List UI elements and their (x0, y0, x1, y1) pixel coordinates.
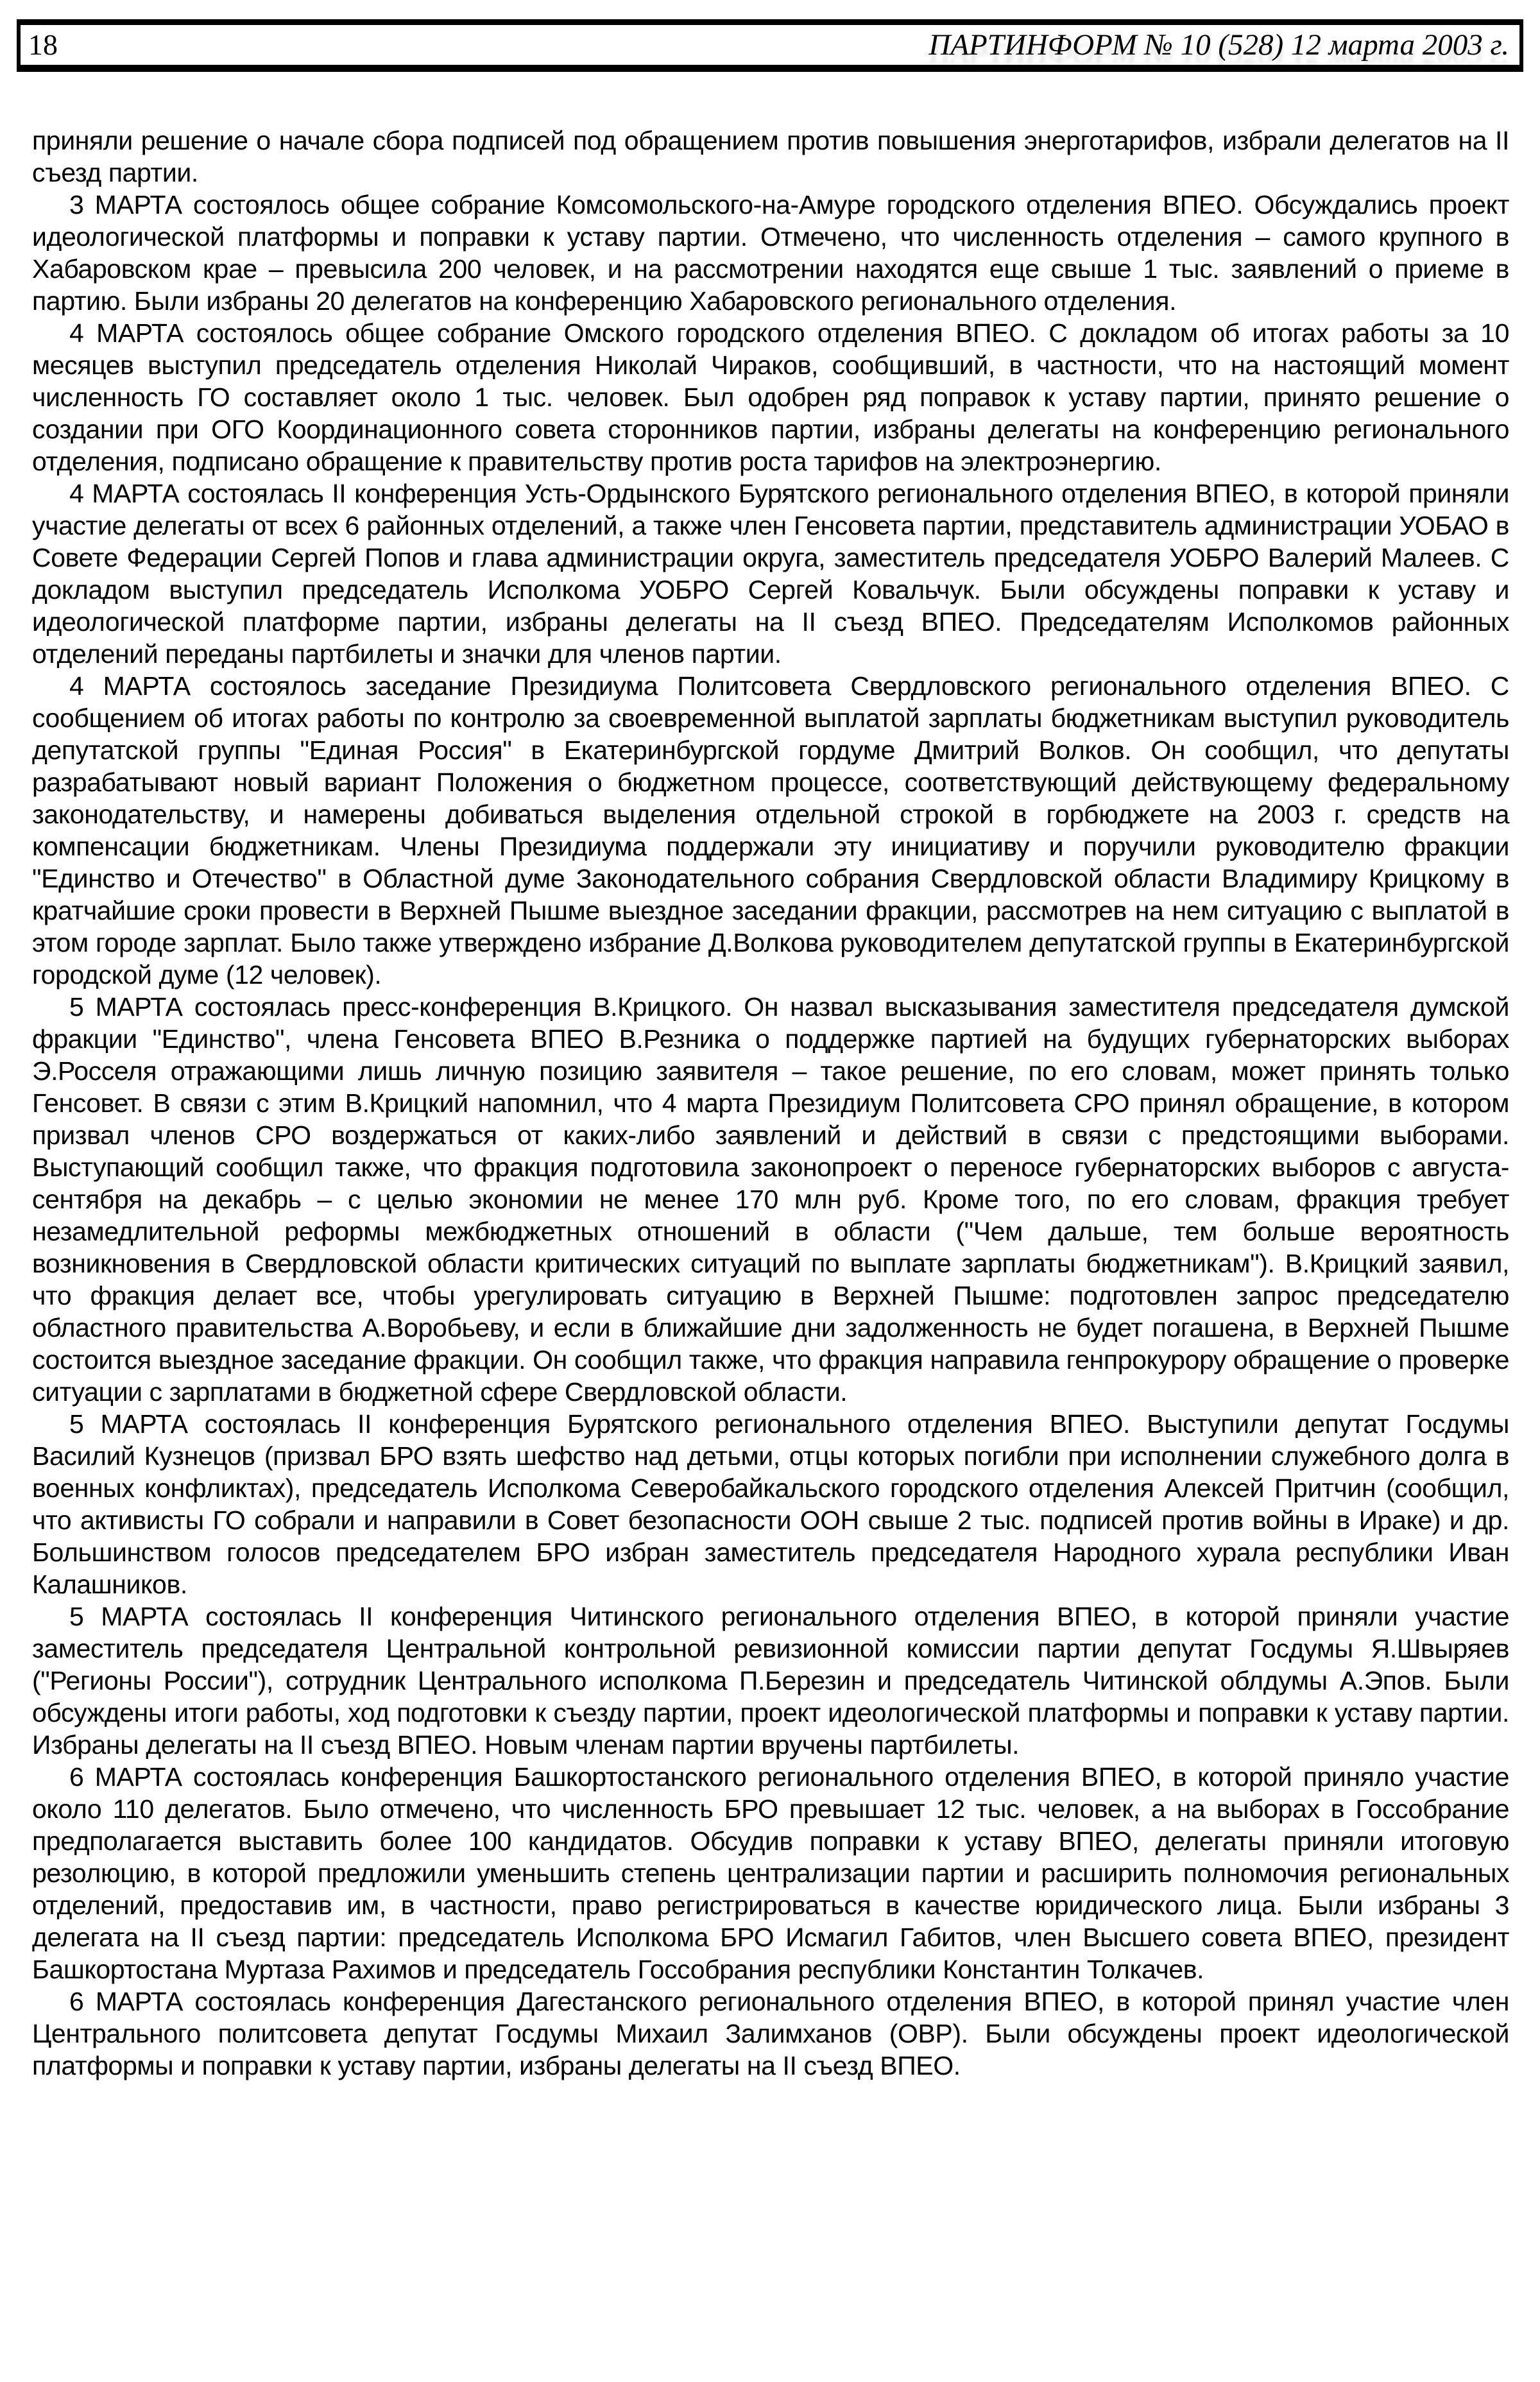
paragraph: 4 МАРТА состоялось общее собрание Омского городского отделения ВПЕО. С докладом об итогах работы за 10 месяцев выступил председатель отделения Николай Чираков, сообщивший, в частности, что на настоящий момент численность ГО составляет около 1 тыс. человек. Был одобрен ряд поправок к уставу партии, принято решение о создании при ОГО Координационного совета сторонников партии, избраны делегаты на конференцию регионального отделения, подписано обращение к правительству против роста тарифов на электроэнергию. (32, 318, 1509, 476)
paragraph: 4 МАРТА состоялось заседание Президиума Политсовета Свердловского регионального отделения ВПЕО. С сообщением об итогах работы по контролю за своевременной выплатой зарплаты бюджетникам выступил руководитель депутатской группы "Единая Россия" в Екатеринбургской гордуме Дмитрий Волков. Он сообщил, что депутаты разрабатывают новый вариант Положения о бюджетном процессе, соответствующий действующему федеральному законодательству, и намерены добиваться выделения отдельной строкой в горбюджете на 2003 г. средств на компенсации бюджетникам. Члены Президиума поддержали эту инициативу и поручили руководителю фракции "Единство и Отечество" в Областной думе Законодательного собрания Свердловской области Владимиру Крицкому в кратчайшие сроки провести в Верхней Пышме выездное заседании фракции, рассмотрев на нем ситуацию с выплатой в этом городе зарплат. Было также утверждено избрание Д.Волкова руководителем депутатской группы в Екатеринбургской городской думе (12 человек). (32, 671, 1509, 990)
paragraph: 3 МАРТА состоялось общее собрание Комсомольского-на-Амуре городского отделения ВПЕО. Обсуждались проект идеологической платформы и поправки к уставу партии. Отмечено, что численность отделения – самого крупного в Хабаровском крае – превысила 200 человек, и на рассмотрении находятся еще свыше 1 тыс. заявлений о приеме в партию. Были избраны 20 делегатов на конференцию Хабаровского регионального отделения. (32, 190, 1509, 316)
paragraph: приняли решение о начале сбора подписей под обращением против повышения энерготарифов, избрали делегатов на II съезд партии. (32, 126, 1509, 187)
newsletter-title: ПАРТИНФОРМ № 10 (528) 12 марта 2003 г. (928, 28, 1509, 62)
paragraph: 5 МАРТА состоялась пресс-конференция В.Крицкого. Он назвал высказывания заместителя председателя думской фракции "Единство", члена Генсовета ВПЕО В.Резника о поддержке партией на будущих губернаторских выборах Э.Росселя отражающими лишь личную позицию заявителя – такое решение, по его словам, может принять только Генсовет. В связи с этим В.Крицкий напомнил, что 4 марта Президиум Политсовета СРО принял обращение, в котором призвал членов СРО воздержаться от каких-либо заявлений и действий в связи с предстоящими выборами. Выступающий сообщил также, что фракция подготовила законопроект о переносе губернаторских выборов с августа-сентября на декабрь – с целью экономии не менее 170 млн руб. Кроме того, по его словам, фракция требует незамедлительной реформы межбюджетных отношений в области ("Чем дальше, тем больше вероятность возникновения в Свердловской области критических ситуаций по выплате зарплаты бюджетникам"). В.Крицкий заявил, что фракция делает все, чтобы урегулировать ситуацию в Верхней Пышме: подготовлен запрос председателю областного правительства А.Воробьеву, и если в ближайшие дни задолженность не будет погашена, в Верхней Пышме состоится выездное заседание фракции. Он сообщил также, что фракция направила генпрокурору обращение о проверке ситуации с зарплатами в бюджетной сфере Свердловской области. (32, 992, 1509, 1407)
paragraph: 6 МАРТА состоялась конференция Дагестанского регионального отделения ВПЕО, в которой принял участие член Центрального политсовета депутат Госдумы Михаил Залимханов (ОВР). Были обсуждены проект идеологической платформы и поправки к уставу партии, избраны делегаты на II съезд ВПЕО. (32, 1987, 1509, 2080)
page-header (17, 19, 1523, 72)
paragraph: 6 МАРТА состоялась конференция Башкортостанского регионального отделения ВПЕО, в которой приняло участие около 110 делегатов. Было отмечено, что численность БРО превышает 12 тыс. человек, а на выборах в Госсобрание предполагается выставить более 100 кандидатов. Обсудив поправки к уставу ВПЕО, делегаты приняли итоговую резолюцию, в которой предложили уменьшить степень централизации партии и расширить полномочия региональных отделений, предоставив им, в частности, право регистрироваться в качестве юридического лица. Были избраны 3 делегата на II съезд партии: председатель Исполкома БРО Исмагил Габитов, член Высшего совета ВПЕО, президент Башкортостана Муртаза Рахимов и председатель Госсобрания республики Константин Толкачев. (32, 1762, 1509, 1984)
article-body (32, 124, 1509, 2082)
paragraph: 4 МАРТА состоялась II конференция Усть-Ордынского Бурятского регионального отделения ВПЕО, в которой приняли участие делегаты от всех 6 районных отделений, а также член Генсовета партии, представитель администрации УОБАО в Совете Федерации Сергей Попов и глава администрации округа, заместитель председателя УОБРО Валерий Малеев. С докладом выступил председатель Исполкома УОБРО Сергей Ковальчук. Были обсуждены поправки к уставу и идеологической платформе партии, избраны делегаты на II съезд ВПЕО. Председателям Исполкомов районных отделений переданы партбилеты и значки для членов партии. (32, 479, 1509, 669)
paragraph: 5 МАРТА состоялась II конференция Читинского регионального отделения ВПЕО, в которой приняли участие заместитель председателя Центральной контрольной ревизионной комиссии партии депутат Госдумы Я.Швыряев ("Регионы России"), сотрудник Центрального исполкома П.Березин и председатель Читинской облдумы А.Эпов. Были обсуждены итоги работы, ход подготовки к съезду партии, проект идеологической платформы и поправки к уставу партии. Избраны делегаты на II съезд ВПЕО. Новым членам партии вручены партбилеты. (32, 1602, 1509, 1760)
paragraph: 5 МАРТА состоялась II конференция Бурятского регионального отделения ВПЕО. Выступили депутат Госдумы Василий Кузнецов (призвал БРО взять шефство над детьми, отцы которых погибли при исполнении служебного долга в военных конфликтах), председатель Исполкома Северобайкальского городского отделения Алексей Притчин (сообщил, что активисты ГО собрали и направили в Совет безопасности ООН свыше 2 тыс. подписей против войны в Ираке) и др. Большинством голосов председателем БРО избран заместитель председателя Народного хурала республики Иван Калашников. (32, 1409, 1509, 1599)
page-number: 18 (28, 28, 58, 61)
